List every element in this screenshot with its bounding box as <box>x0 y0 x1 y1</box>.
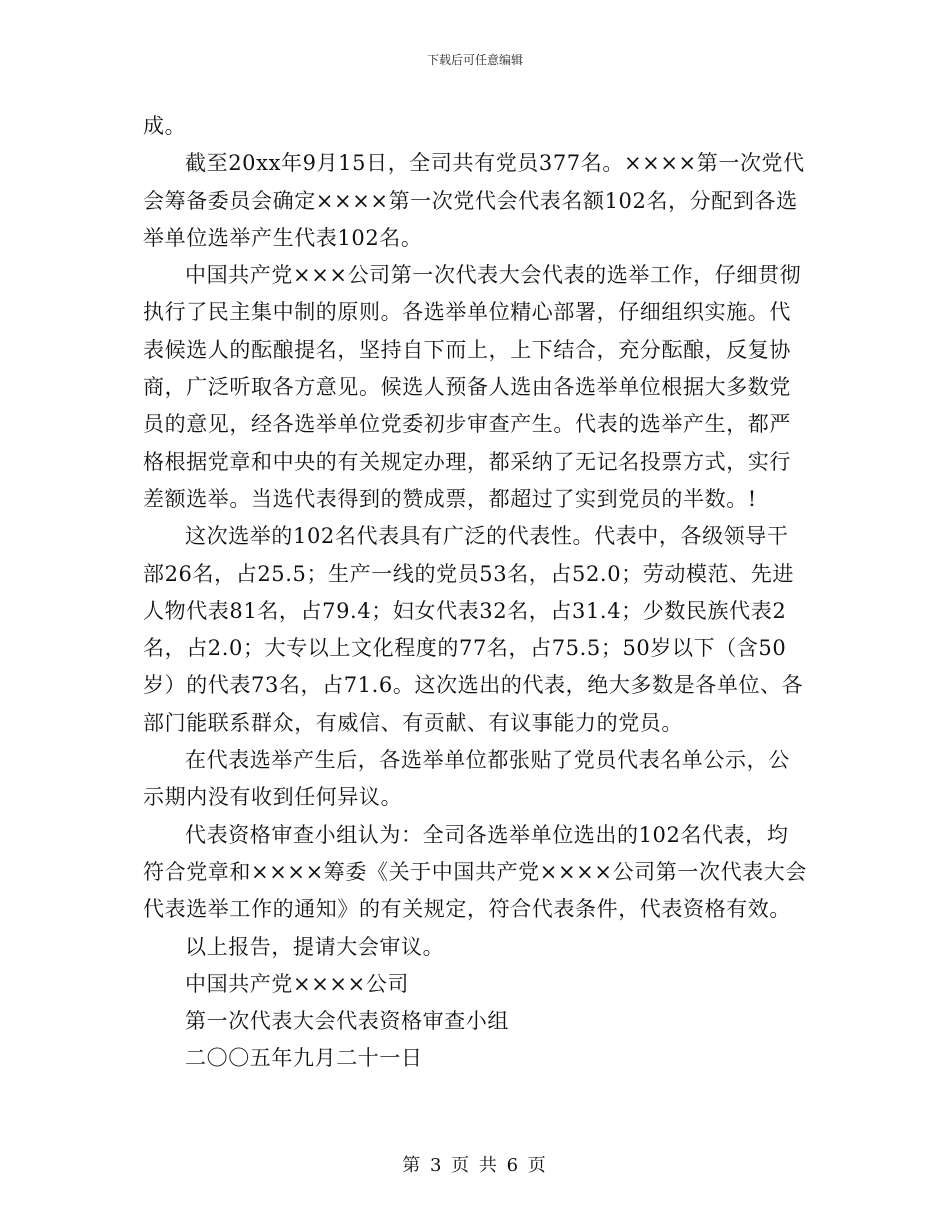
paragraph-continuation: 成。 <box>143 114 187 138</box>
paragraph-representativeness: 这次选举的102名代表具有广泛的代表性。代表中，各级领导干部26名，占25.5；生产一线的党员53名，占52.0；劳动模范、先进人物代表81名，占79.4；妇女代表32名，占31.4；少数民族代表2名，占2.0；大专以上文化程度的77名，占75.5；50岁以下（含50岁）的代表73名，占71.6。这次选出的代表，绝大多数是各单位、各部门能联系群众，有威信、有贡献、有议事能力的党员。 <box>143 524 804 735</box>
paragraph-election-process: 中国共产党×××公司第一次代表大会代表的选举工作，仔细贯彻执行了民主集中制的原则。各选举单位精心部署，仔细组织实施。代表候选人的酝酿提名，坚持自下而上，上下结合，充分酝酿，反复协商，广泛听取各方意见。候选人预备人选由各选举单位根据大多数党员的意见，经各选举单位党委初步审查产生。代表的选举产生，都严格根据党章和中央的有关规定办理，都采纳了无记名投票方式，实行差额选举。当选代表得到的赞成票，都超过了实到党员的半数。! <box>143 263 802 511</box>
signature-date: 二〇〇五年九月二十一日 <box>185 1046 423 1071</box>
signature-group: 第一次代表大会代表资格审查小组 <box>185 1009 509 1034</box>
page-number: 第 3 页 共 6 页 <box>402 1155 548 1176</box>
document-body <box>143 108 807 1078</box>
paragraph-closing: 以上报告，提请大会审议。 <box>185 934 445 959</box>
page-header-note: 下载后可任意编辑 <box>426 53 523 67</box>
paragraph-qualification-conclusion: 代表资格审查小组认为：全司各选举单位选出的102名代表，均符合党章和××××筹委《关于中国共产党××××公司第一次代表大会代表选举工作的通知》的有关规定，符合代表条件，代表资格有效。 <box>143 822 807 922</box>
paragraph-public-notice: 在代表选举产生后，各选举单位都张贴了党员代表名单公示，公示期内没有收到任何异议。 <box>143 748 790 810</box>
signature-organization: 中国共产党××××公司 <box>185 971 409 996</box>
paragraph-member-count: 截至20xx年9月15日，全司共有党员377名。××××第一次党代会筹备委员会确定××××第一次党代会代表名额102名，分配到各选举单位选举产生代表102名。 <box>143 151 805 250</box>
